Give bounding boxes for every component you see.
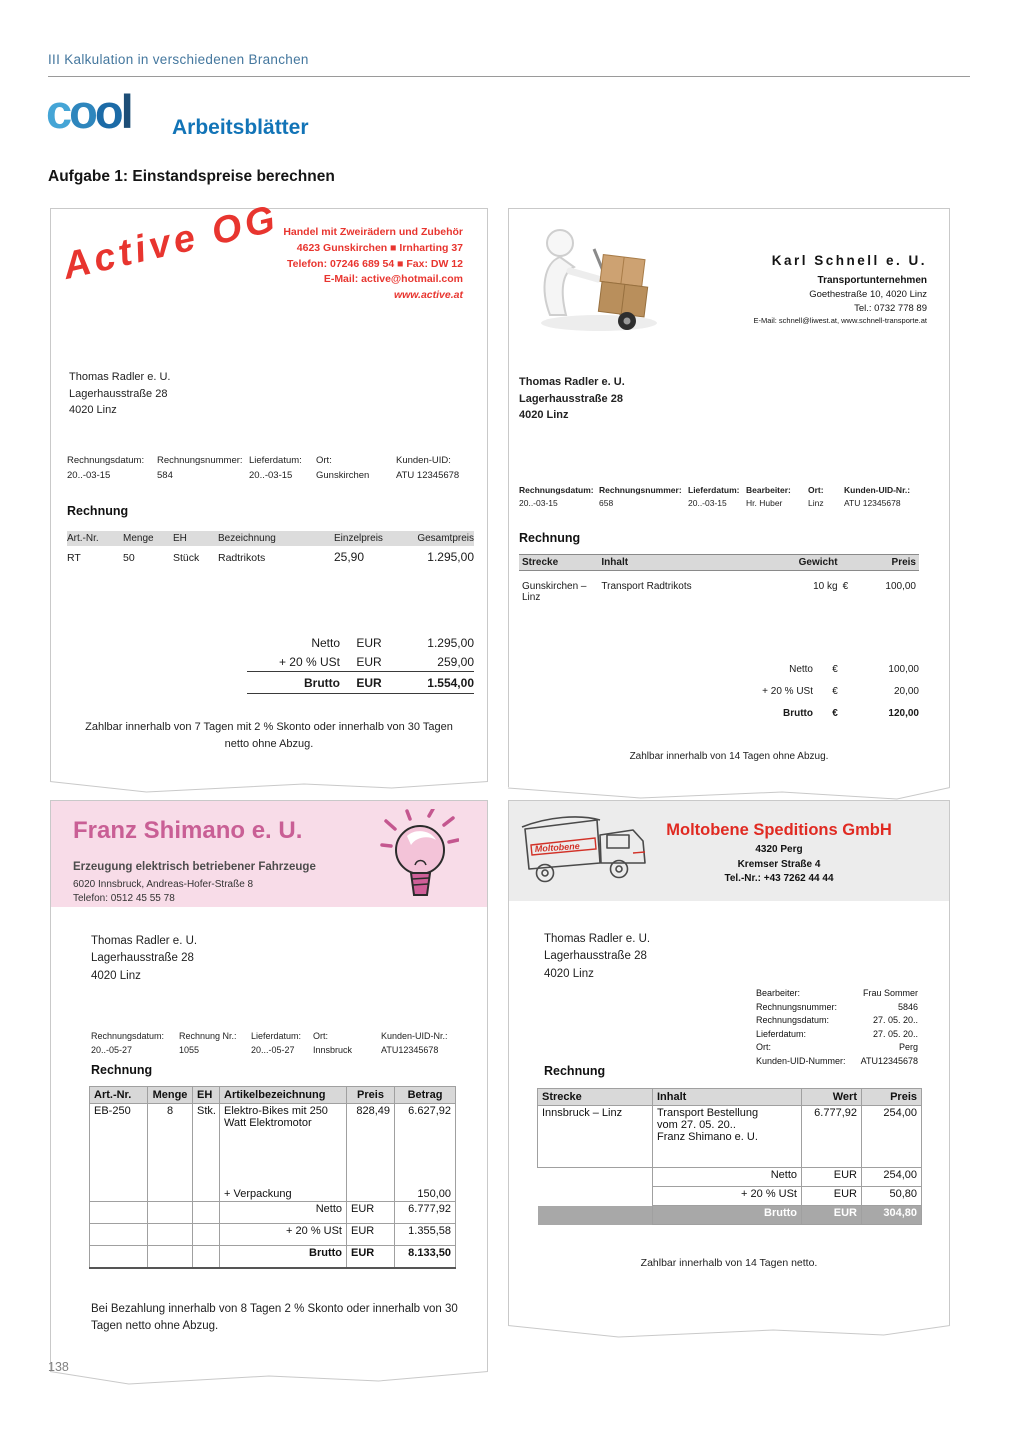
total-value: 1.554,00: [427, 675, 474, 690]
meta-label: Lieferdatum:: [688, 485, 740, 495]
invoice-meta-row: [67, 455, 474, 481]
total-label: Brutto: [304, 675, 340, 690]
total-brutto-row: [538, 1206, 922, 1225]
torn-edge: [50, 1371, 488, 1387]
active-og-contact-block: [283, 225, 463, 304]
cell-empty: [193, 1178, 220, 1202]
items-table-header: [90, 1087, 456, 1104]
logo-letter: c: [46, 85, 70, 138]
meta-item: [756, 1001, 918, 1015]
cell-preis: [843, 581, 916, 603]
meta-item: [746, 485, 808, 508]
cell-empty: [193, 1246, 220, 1268]
cell-preis: 254,00: [862, 1106, 922, 1168]
logo-suffix: Arbeitsblätter: [172, 116, 309, 139]
total-currency: EUR: [802, 1168, 862, 1187]
recipient-line: 4020 Linz: [69, 404, 117, 416]
total-currency: EUR: [347, 1224, 395, 1246]
recipient-address: [544, 931, 650, 983]
header-divider: [48, 76, 970, 77]
meta-value: ATU 12345678: [844, 498, 901, 508]
col-header: Art.-Nr.: [67, 533, 99, 544]
section-title-rechnung: Rechnung: [544, 1064, 606, 1078]
col-header: Gesamtpreis: [417, 533, 474, 544]
total-label: + 20 % USt: [220, 1224, 347, 1246]
meta-label: Kunden-UID:: [396, 455, 451, 466]
company-address: Goethestraße 10, 4020 Linz: [809, 289, 927, 300]
meta-label: Lieferdatum:: [756, 1028, 807, 1039]
total-netto-row: [657, 658, 919, 680]
meta-value: 20..-03-15: [519, 498, 558, 508]
section-title-rechnung: Rechnung: [67, 504, 129, 518]
recipient-line: 4020 Linz: [519, 409, 569, 421]
contact-line: E-Mail: active@hotmail.com: [323, 273, 463, 286]
truck-side-label: Moltobene: [534, 840, 581, 854]
company-address-line: Kremser Straße 4: [737, 858, 821, 870]
total-ust-row: [247, 652, 474, 671]
col-header: Preis: [891, 557, 916, 568]
meta-label: Rechnungsdatum:: [756, 1015, 830, 1025]
meta-item: [519, 485, 599, 508]
meta-value: Innsbruck: [313, 1045, 353, 1055]
cell-empty: [148, 1224, 193, 1246]
logo-letter: l: [120, 85, 131, 138]
total-label: Netto: [653, 1168, 802, 1187]
items-table: [537, 1088, 922, 1225]
totals-block: [657, 658, 919, 724]
total-currency: EUR: [356, 635, 382, 650]
company-phone: Tel.-Nr.: +43 7262 44 44: [724, 873, 834, 884]
meta-item: [251, 1031, 313, 1055]
chapter-breadcrumb: III Kalkulation in verschiedenen Branchen: [48, 52, 309, 67]
invoice-meta-block: [756, 987, 918, 1068]
verpackung-row: [90, 1178, 456, 1202]
cell-inhalt: Transport Radtrikots: [601, 581, 692, 592]
cell-empty: [148, 1178, 193, 1202]
company-subtitle: Transportunternehmen: [817, 275, 927, 286]
meta-value: Gunskirchen: [316, 470, 370, 481]
inhalt-line: Franz Shimano e. U.: [657, 1131, 758, 1143]
recipient-line: Lagerhausstraße 28: [544, 950, 647, 963]
recipient-address: [69, 369, 170, 419]
meta-label: Kunden-UID-Nr.:: [381, 1031, 448, 1041]
cell-strecke: Gunskirchen – Linz: [522, 581, 587, 603]
total-value: 6.777,92: [395, 1202, 456, 1224]
company-name: Franz Shimano e. U.: [73, 817, 303, 844]
cell-inhalt: [653, 1106, 802, 1168]
meta-item: [844, 485, 934, 508]
total-currency: €: [832, 663, 838, 675]
items-table-header: [538, 1089, 922, 1106]
meta-item: [756, 1055, 918, 1069]
meta-label: Bearbeiter:: [746, 485, 791, 495]
cell-eh: Stk.: [193, 1104, 220, 1178]
meta-label: Ort:: [808, 485, 824, 495]
meta-value: 5846: [897, 1001, 918, 1012]
meta-value: 27. 05. 20..: [872, 1015, 918, 1025]
meta-item: [316, 455, 396, 481]
cell-preis: 828,49: [347, 1104, 395, 1178]
total-label: Netto: [311, 635, 340, 650]
currency-symbol: €: [842, 581, 849, 592]
col-header: Gewicht: [798, 557, 838, 568]
invoice-active-og: [50, 197, 488, 781]
col-header: EH: [173, 533, 187, 544]
recipient-address: [519, 374, 625, 424]
meta-item: [756, 1028, 918, 1042]
total-currency: EUR: [802, 1206, 862, 1225]
total-value: 1.355,58: [395, 1224, 456, 1246]
total-value: 100,00: [888, 663, 919, 675]
total-ust-row: [90, 1224, 456, 1246]
meta-item: [756, 1014, 918, 1028]
meta-label: Rechnungsnummer:: [756, 1001, 838, 1012]
meta-value: 20..-03-15: [67, 470, 111, 481]
col-header: Strecke: [538, 1089, 653, 1106]
cell-menge: 50: [123, 552, 135, 564]
meta-value: ATU12345678: [381, 1045, 439, 1055]
schnell-letterhead: [753, 253, 927, 325]
company-phone: Telefon: 0512 45 55 78: [73, 893, 175, 904]
page-number: 138: [48, 1360, 69, 1374]
meta-value: 20..-03-15: [249, 470, 293, 481]
invoice-meta-row: [519, 485, 934, 508]
company-name: Karl Schnell e. U.: [771, 253, 927, 268]
total-currency: EUR: [347, 1202, 395, 1224]
torn-edge: [508, 1325, 950, 1341]
cell-empty: [148, 1246, 193, 1268]
col-header: Betrag: [395, 1087, 456, 1104]
total-brutto-row: [247, 671, 474, 694]
cell-empty: [148, 1202, 193, 1224]
invoice-karl-schnell: [508, 208, 950, 787]
meta-value: 584: [157, 470, 173, 481]
col-header: Art.-Nr.: [90, 1087, 148, 1104]
meta-value: ATU 12345678: [396, 470, 460, 481]
meta-label: Kunden-UID-Nr.:: [844, 485, 911, 495]
recipient-line: Lagerhausstraße 28: [519, 392, 623, 405]
total-label: Netto: [789, 663, 813, 675]
meta-item: [599, 485, 688, 508]
meta-value: 20..-03-15: [688, 498, 727, 508]
cell-empty: [538, 1187, 653, 1206]
col-header: Einzelpreis: [334, 533, 383, 544]
total-currency: EUR: [802, 1187, 862, 1206]
items-table-row: [519, 581, 919, 603]
meta-label: Lieferdatum:: [249, 455, 302, 466]
payment-terms: Zahlbar innerhalb von 14 Tagen netto.: [640, 1257, 818, 1269]
total-currency: EUR: [356, 654, 382, 669]
recipient-line: 4020 Linz: [544, 967, 594, 980]
inhalt-line: Transport Bestellung: [657, 1107, 759, 1119]
total-label: + 20 % USt: [762, 685, 813, 697]
items-table-row: [67, 550, 474, 564]
recipient-line: Thomas Radler e. U.: [519, 376, 625, 388]
total-value: 259,00: [437, 654, 474, 669]
cell-empty: [538, 1206, 653, 1225]
total-value: 1.295,00: [427, 635, 474, 650]
contact-website: www.active.at: [393, 289, 463, 301]
recipient-line: Thomas Radler e. U.: [91, 935, 198, 947]
cell-verpackung: + Verpackung: [220, 1178, 347, 1202]
payment-terms: Bei Bezahlung innerhalb von 8 Tagen 2 % Skonto oder innerhalb von 30 Tagen netto ohne Abzug.: [91, 1303, 458, 1333]
total-brutto-row: [657, 702, 919, 724]
invoice-franz-shimano: [50, 800, 488, 1371]
company-name: Moltobene Speditions GmbH: [666, 821, 892, 839]
meta-label: Ort:: [313, 1031, 328, 1041]
total-currency: €: [832, 707, 838, 719]
meta-label: Rechnung Nr.:: [179, 1031, 237, 1041]
meta-value: Perg: [898, 1042, 918, 1052]
total-currency: EUR: [356, 675, 382, 690]
total-brutto-row: [90, 1246, 456, 1268]
contact-line: 4623 Gunskirchen ■ Irnharting 37: [296, 241, 463, 254]
total-netto-row: [247, 633, 474, 652]
invoice-moltobene: [508, 800, 950, 1325]
total-label: Netto: [220, 1202, 347, 1224]
total-ust-row: [657, 680, 919, 702]
inhalt-line: vom 27. 05. 20..: [657, 1119, 736, 1131]
meta-label: Bearbeiter:: [756, 988, 801, 998]
cool-logo: [46, 85, 131, 138]
torn-edge: [50, 781, 488, 797]
cell-artikelbezeichnung: Elektro-Bikes mit 250 Watt Elektromotor: [220, 1104, 347, 1178]
company-address-block: [617, 843, 941, 887]
meta-label: Rechnungsnummer:: [599, 485, 682, 495]
cell-artnr: EB-250: [90, 1104, 148, 1178]
col-header: Strecke: [522, 557, 559, 568]
col-header: Preis: [347, 1087, 395, 1104]
payment-terms: Zahlbar innerhalb von 14 Tagen ohne Abzug.: [629, 751, 829, 762]
contact-line: Handel mit Zweirädern und Zubehör: [283, 226, 463, 238]
total-value: 50,80: [862, 1187, 922, 1206]
col-header: Preis: [862, 1089, 922, 1106]
cell-verpackung-betrag: 150,00: [395, 1178, 456, 1202]
meta-label: Rechnungsnummer:: [157, 455, 243, 466]
meta-label: Ort:: [316, 455, 332, 466]
total-value: 254,00: [862, 1168, 922, 1187]
total-netto-row: [538, 1168, 922, 1187]
active-og-logo-script: Active OG: [59, 197, 283, 288]
meta-value: Hr. Huber: [746, 498, 783, 508]
meta-item: [756, 1041, 918, 1055]
cell-empty: [90, 1202, 148, 1224]
col-header: Wert: [802, 1089, 862, 1106]
cell-eh: Stück: [173, 552, 200, 564]
company-address: 6020 Innsbruck, Andreas-Hofer-Straße 8: [73, 879, 254, 890]
total-label: + 20 % USt: [278, 654, 340, 669]
meta-value: Linz: [808, 498, 824, 508]
total-value: 8.133,50: [395, 1246, 456, 1268]
meta-value: 20..-05-27: [91, 1045, 133, 1055]
meta-item: [808, 485, 844, 508]
cell-einzelpreis: 25,90: [334, 550, 365, 564]
cell-strecke: Innsbruck – Linz: [538, 1106, 653, 1168]
meta-item: [91, 1031, 179, 1055]
logo-letter: o: [94, 85, 121, 138]
company-phone: Tel.: 0732 778 89: [854, 303, 927, 314]
meta-item: [396, 455, 474, 481]
items-table-row: [90, 1104, 456, 1178]
meta-value: Frau Sommer: [862, 988, 918, 998]
total-value: 120,00: [888, 707, 919, 719]
totals-block: [247, 633, 474, 694]
meta-label: Ort:: [756, 1042, 771, 1052]
col-header: Inhalt: [601, 557, 629, 568]
meta-label: Rechnungsdatum:: [519, 485, 594, 495]
meta-label: Rechnungsdatum:: [91, 1031, 165, 1041]
cell-wert: 6.777,92: [802, 1106, 862, 1168]
recipient-line: Lagerhausstraße 28: [69, 387, 168, 400]
meta-label: Rechnungsdatum:: [67, 455, 145, 466]
section-title-rechnung: Rechnung: [519, 531, 581, 545]
cell-artnr: RT: [67, 552, 81, 564]
handtruck-figure-illustration: [524, 221, 674, 336]
total-value: 304,80: [862, 1206, 922, 1225]
total-currency: EUR: [347, 1246, 395, 1268]
col-header: Bezeichnung: [218, 533, 276, 544]
company-address-line: 4320 Perg: [755, 844, 803, 855]
meta-value: 1055: [179, 1045, 200, 1055]
total-label: Brutto: [220, 1246, 347, 1268]
contact-line: Telefon: 07246 689 54 ■ Fax: DW 12: [287, 257, 463, 270]
company-email: E-Mail: schnell@liwest.at, www.schnell-transporte.at: [753, 316, 927, 325]
meta-item: [67, 455, 157, 481]
cell-gewicht: 10 kg: [813, 581, 838, 592]
total-label: Brutto: [653, 1206, 802, 1225]
total-value: 20,00: [893, 685, 919, 697]
cell-bezeichnung: Radtrikots: [218, 552, 266, 564]
cell-empty: [538, 1168, 653, 1187]
recipient-line: Lagerhausstraße 28: [91, 952, 194, 965]
cell-betrag: 6.627,92: [395, 1104, 456, 1178]
meta-item: [756, 987, 918, 1001]
cell-empty: [193, 1224, 220, 1246]
section-title-rechnung: Rechnung: [91, 1063, 153, 1077]
meta-label: Lieferdatum:: [251, 1031, 302, 1041]
lightbulb-illustration: [379, 809, 459, 901]
meta-item: [688, 485, 746, 508]
cell-empty: [90, 1224, 148, 1246]
recipient-address: [91, 933, 197, 985]
meta-item: [381, 1031, 481, 1055]
items-table: [89, 1086, 456, 1269]
company-subtitle: Erzeugung elektrisch betriebener Fahrzeuge: [73, 861, 316, 873]
recipient-line: Thomas Radler e. U.: [544, 933, 651, 945]
total-label: Brutto: [783, 707, 813, 719]
items-table-row: [538, 1106, 922, 1168]
meta-value: ATU12345678: [860, 1055, 918, 1066]
payment-terms: Zahlbar innerhalb von 7 Tagen mit 2 % Skonto oder innerhalb von 30 Tagen netto ohne Abzug.: [85, 721, 453, 751]
recipient-line: 4020 Linz: [91, 969, 141, 982]
col-header: Menge: [123, 533, 154, 544]
cell-empty: [193, 1202, 220, 1224]
recipient-line: Thomas Radler e. U.: [69, 371, 171, 383]
task-title: Aufgabe 1: Einstandspreise berechnen: [48, 168, 335, 185]
price-value: 100,00: [885, 581, 916, 592]
col-header: Artikelbezeichnung: [220, 1087, 347, 1104]
col-header: Menge: [148, 1087, 193, 1104]
meta-value: 20...-05-27: [251, 1045, 295, 1055]
cell-empty: [90, 1246, 148, 1268]
meta-item: [157, 455, 249, 481]
total-netto-row: [90, 1202, 456, 1224]
meta-item: [313, 1031, 381, 1055]
cell-empty: [347, 1178, 395, 1202]
col-header: Inhalt: [653, 1089, 802, 1106]
total-ust-row: [538, 1187, 922, 1206]
total-currency: €: [832, 685, 838, 697]
meta-value: 658: [599, 498, 614, 508]
meta-item: [179, 1031, 251, 1055]
invoice-meta-row: [91, 1031, 481, 1055]
meta-value: 27. 05. 20..: [872, 1028, 918, 1039]
items-table-header: [519, 554, 919, 571]
cell-menge: 8: [148, 1104, 193, 1178]
total-label: + 20 % USt: [653, 1187, 802, 1206]
items-table-header: [67, 531, 474, 546]
logo-letter: o: [69, 85, 95, 138]
cell-empty: [90, 1178, 148, 1202]
col-header: EH: [193, 1087, 220, 1104]
cell-gesamtpreis: 1.295,00: [427, 550, 474, 564]
meta-item: [249, 455, 316, 481]
meta-label: Kunden-UID-Nummer:: [756, 1055, 846, 1066]
